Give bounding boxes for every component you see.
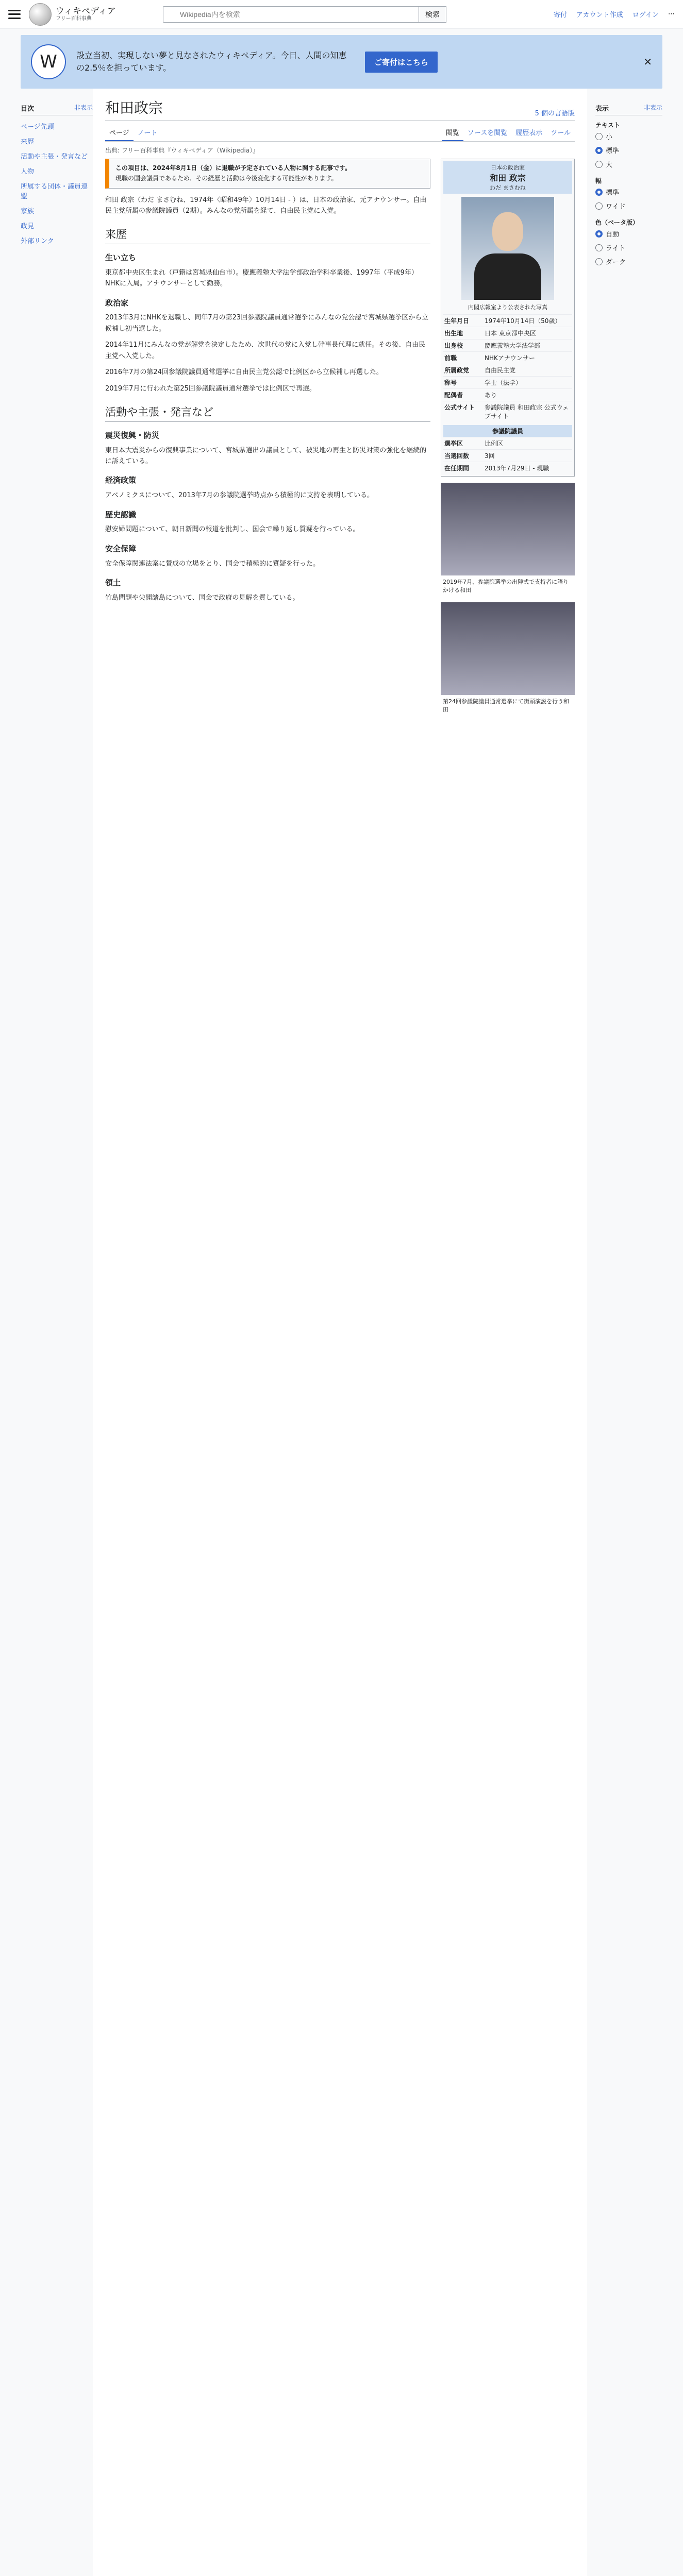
article-main xyxy=(93,89,587,2576)
donate-link[interactable]: 寄付 xyxy=(553,11,567,19)
notice-title: この項目は、2024年8月1日（金）に退職が予定されている人物に関する記事です。 xyxy=(115,164,352,172)
text-size-option[interactable]: 標準 xyxy=(595,143,662,157)
tab-talk[interactable]: ノート xyxy=(137,129,158,137)
paragraph: 2019年7月に行われた第25回参議院議員通常選挙では比例区で再選。 xyxy=(105,384,316,393)
toc-item[interactable]: 人物 xyxy=(21,168,35,176)
infobox-section: 参議院議員 xyxy=(443,425,572,437)
image xyxy=(441,602,575,695)
site-header xyxy=(0,0,683,29)
paragraph: アベノミクスについて、2013年7月の参議院選挙時点から積極的に支持を表明している。 xyxy=(105,492,374,500)
paragraph: 東京都中央区生まれ（戸籍は宮城県仙台市）。慶應義塾大学法学部政治学科卒業後、1997年（平成9年）NHKに入局。アナウンサーとして勤務。 xyxy=(105,268,418,288)
lead-paragraph: 和田 政宗（わだ まさむね、1974年〈昭和49年〉10月14日 - ）は、日本の政治家、元アナウンサー。自由民主党所属の参議院議員（2期）。みんなの党所属を経て、自由民主党に入党。 xyxy=(105,196,427,215)
text-size-option[interactable]: 小 xyxy=(595,129,662,143)
tab-tools[interactable]: ツール xyxy=(551,129,571,137)
close-icon[interactable]: ✕ xyxy=(643,56,652,68)
appearance-hide-button[interactable]: 非表示 xyxy=(643,104,662,111)
infobox-org: 日本の政治家 xyxy=(491,164,525,171)
toc-item[interactable]: ページ先頭 xyxy=(21,123,54,131)
portrait-photo[interactable] xyxy=(461,197,554,300)
appearance-title: 表示 xyxy=(595,105,609,113)
login-link[interactable]: ログイン xyxy=(632,11,659,19)
page-subtitle: 出典: フリー百科事典『ウィキペディア（Wikipedia）』 xyxy=(105,147,259,154)
toc-sidebar xyxy=(21,89,93,2576)
color-title: 色（ベータ版） xyxy=(595,219,639,226)
main-menu-icon[interactable] xyxy=(8,10,21,19)
search-input[interactable] xyxy=(163,6,419,23)
tab-history[interactable]: 履歴表示 xyxy=(515,129,543,137)
article-body xyxy=(105,159,430,716)
infobox-row: 配偶者 あり xyxy=(443,388,572,401)
donate-banner-button[interactable]: ご寄付はこちら xyxy=(365,52,438,73)
infobox xyxy=(441,159,575,477)
notice-box xyxy=(105,159,430,189)
globe-icon xyxy=(29,3,52,26)
photo-caption: 内閣広報室より公表された写真 xyxy=(468,304,547,311)
subsection-heading: 震災復興・防災 xyxy=(105,430,160,440)
toc-item[interactable]: 来歴 xyxy=(21,138,35,146)
image-caption: 2019年7月、参議院選挙の出陣式で支持者に語りかける和田 xyxy=(443,579,569,594)
toc-item[interactable]: 外部リンク xyxy=(21,238,54,245)
section-heading: 来歴 xyxy=(105,226,430,244)
infobox-row: 当選回数 3回 xyxy=(443,449,572,462)
infobox-row: 所属政党 自由民主党 xyxy=(443,364,572,376)
color-option[interactable]: ダーク xyxy=(595,255,662,268)
width-title: 幅 xyxy=(595,177,602,184)
article-image[interactable] xyxy=(441,483,575,596)
infobox-name: 和田 政宗 xyxy=(490,173,526,183)
paragraph: 安全保障関連法案に賛成の立場をとり、国会で積極的に質疑を行った。 xyxy=(105,560,320,568)
paragraph: 竹島問題や尖閣諸島について、国会で政府の見解を質している。 xyxy=(105,594,299,602)
more-icon[interactable]: ⋯ xyxy=(668,10,675,18)
wikipedia-logo[interactable] xyxy=(29,3,132,26)
tab-read[interactable]: 閲覧 xyxy=(442,124,463,141)
logo-title: ウィキペディア xyxy=(56,6,116,16)
article-image[interactable] xyxy=(441,602,575,716)
subsection-heading: 政治家 xyxy=(105,298,129,308)
color-option[interactable]: ライト xyxy=(595,241,662,255)
infobox-row: 選挙区 比例区 xyxy=(443,437,572,449)
infobox-kana: わだ まさむね xyxy=(490,184,526,191)
infobox-row: 出生地 日本 東京都中央区 xyxy=(443,327,572,339)
create-account-link[interactable]: アカウント作成 xyxy=(576,11,623,19)
language-button[interactable]: 5 個の言語版 xyxy=(535,110,575,117)
page-title: 和田政宗 xyxy=(105,99,163,116)
image-caption: 第24回参議院議員通常選挙にて街頭演説を行う和田 xyxy=(443,698,569,713)
text-size-title: テキスト xyxy=(595,122,620,129)
subsection-heading: 生い立ち xyxy=(105,253,137,263)
paragraph: 東日本大震災からの復興事業について、宮城県選出の議員として、被災地の再生と防災対策の強化を継続的に訴えている。 xyxy=(105,446,427,465)
subsection-heading: 安全保障 xyxy=(105,544,137,553)
paragraph: 2013年3月にNHKを退職し、同年7月の第23回参議院議員通常選挙にみんなの党公認で宮城県選挙区から立候補し初当選した。 xyxy=(105,314,429,333)
tab-page[interactable]: ページ xyxy=(105,124,134,141)
section-heading: 活動や主張・発言など xyxy=(105,403,430,422)
toc-hide-button[interactable]: 非表示 xyxy=(74,104,93,111)
infobox-row: 前職 NHKアナウンサー xyxy=(443,351,572,364)
infobox-row: 生年月日 1974年10月14日（50歳） xyxy=(443,314,572,327)
toc-item[interactable]: 家族 xyxy=(21,208,35,215)
infobox-row: 在任期間 2013年7月29日 - 現職 xyxy=(443,462,572,474)
subsection-heading: 歴史認識 xyxy=(105,510,137,519)
infobox-row: 出身校 慶應義塾大学法学部 xyxy=(443,339,572,351)
search-button[interactable]: 検索 xyxy=(419,6,446,23)
notice-text: 現職の国会議員であるため、その経歴と活動は今後変化する可能性があります。 xyxy=(115,174,338,182)
wikipedia-w-icon: W xyxy=(31,44,66,79)
infobox-row: 称号 学士（法学） xyxy=(443,376,572,388)
donation-banner xyxy=(21,35,662,89)
search-form xyxy=(163,6,446,23)
image xyxy=(441,483,575,575)
paragraph: 2016年7月の第24回参議院議員通常選挙に自由民主党公認で比例区から立候補し再選した。 xyxy=(105,368,383,377)
logo-subtitle: フリー百科事典 xyxy=(56,16,92,22)
toc-title: 目次 xyxy=(21,105,35,113)
width-option[interactable]: 標準 xyxy=(595,185,662,199)
text-size-option[interactable]: 大 xyxy=(595,157,662,171)
paragraph: 2014年11月にみんなの党が解党を決定したため、次世代の党に入党し幹事長代理に就任。その後、自由民主党へ入党した。 xyxy=(105,341,426,360)
toc-item[interactable]: 所属する団体・議員連盟 xyxy=(21,183,88,200)
color-option[interactable]: 自動 xyxy=(595,227,662,241)
subsection-heading: 経済政策 xyxy=(105,476,137,485)
subsection-heading: 領土 xyxy=(105,578,121,587)
paragraph: 慰安婦問題について、朝日新聞の報道を批判し、国会で繰り返し質疑を行っている。 xyxy=(105,526,360,534)
infobox-row: 公式サイト 参議院議員 和田政宗 公式ウェブサイト xyxy=(443,401,572,422)
appearance-sidebar xyxy=(587,89,662,2576)
page-tabs xyxy=(105,124,575,142)
width-option[interactable]: ワイド xyxy=(595,199,662,213)
banner-text: 設立当初、実現しない夢と見なされたウィキペディア。今日、人間の知恵の2.5％を担っています。 xyxy=(76,50,347,73)
tab-view-source[interactable]: ソースを閲覧 xyxy=(467,129,508,137)
toc-item[interactable]: 活動や主張・発言など xyxy=(21,153,88,161)
toc-item[interactable]: 政見 xyxy=(21,223,35,230)
header-links xyxy=(554,9,675,19)
